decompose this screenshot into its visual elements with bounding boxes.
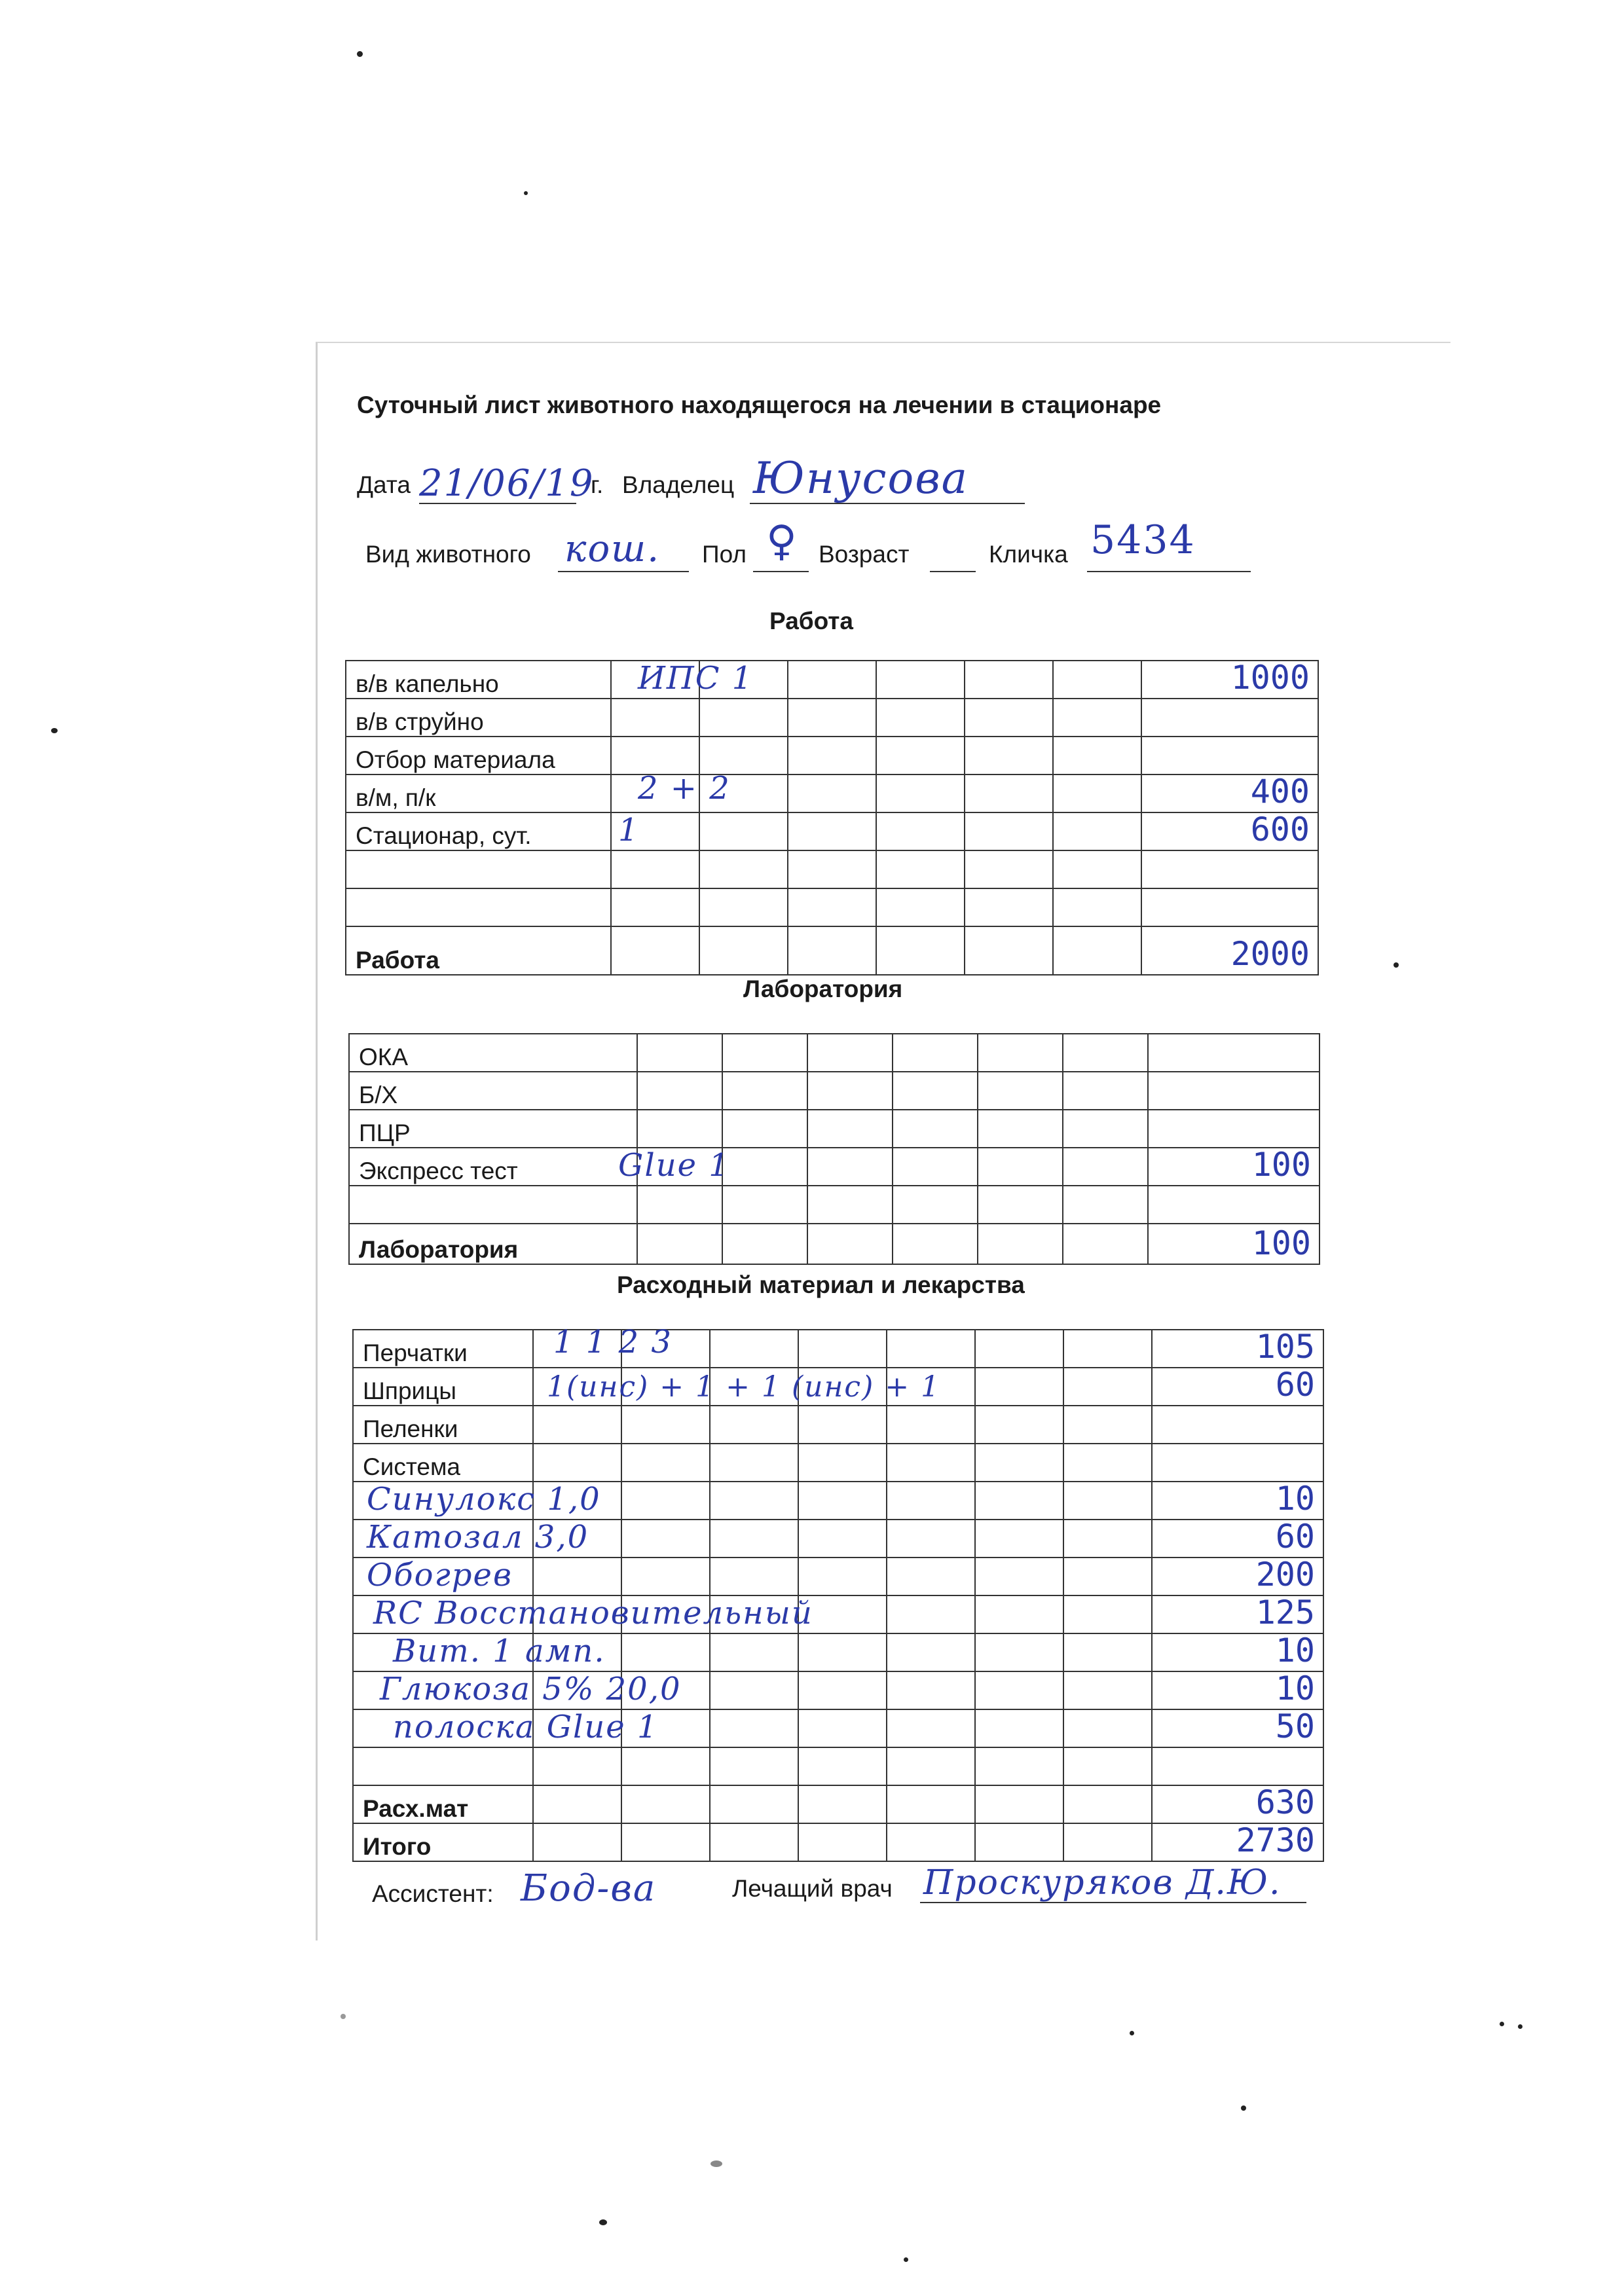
age-label: Возраст <box>819 541 910 568</box>
table-row <box>353 1482 1323 1520</box>
table-row <box>353 1520 1323 1558</box>
work-table <box>345 660 1319 975</box>
name-label: Кличка <box>989 541 1068 568</box>
row-amount: 125 <box>1255 1594 1315 1631</box>
owner-value: Юнусова <box>753 453 969 503</box>
table-row <box>349 1186 1320 1224</box>
form-title: Суточный лист животного находящегося на лечении в стационаре <box>357 392 1162 418</box>
total-value: 630 <box>1255 1783 1315 1821</box>
doctor-label: Лечащий врач <box>732 1875 893 1902</box>
row-entry: 1 <box>618 812 640 848</box>
table-row <box>346 774 1318 812</box>
scan-speck <box>1393 962 1399 968</box>
table-row <box>346 812 1318 850</box>
scan-speck <box>524 191 528 195</box>
lab-table <box>348 1033 1320 1265</box>
table-row <box>353 1444 1323 1482</box>
row-label: Пеленки <box>353 1406 533 1444</box>
owner-label: Владелец <box>622 471 735 498</box>
grand-total-label: Итого <box>353 1823 533 1861</box>
row-entry: Глюкоза 5% 20,0 <box>380 1671 682 1707</box>
row-entry: 1(инс) + 1 + 1 (инс) + 1 <box>547 1370 941 1404</box>
date-value: 21/06/19 <box>419 462 595 505</box>
supplies-table <box>352 1324 1324 1862</box>
row-label: Шприцы <box>353 1368 533 1406</box>
grand-total-row <box>353 1823 1323 1861</box>
table-row <box>349 1110 1320 1148</box>
row-label: в/в струйно <box>346 699 611 737</box>
row-amount: 50 <box>1275 1707 1315 1745</box>
table-row <box>353 1368 1323 1406</box>
age-underline <box>930 571 976 572</box>
row-label: Экспресс тест <box>349 1148 637 1186</box>
table-row <box>346 699 1318 737</box>
row-entry: Обогрев <box>367 1557 513 1594</box>
year-suffix: г. <box>591 471 604 498</box>
scan-speck <box>341 2014 346 2019</box>
row-amount: 600 <box>1250 811 1310 848</box>
total-label: Лаборатория <box>349 1224 637 1264</box>
table-row <box>346 661 1318 699</box>
row-label: в/м, п/к <box>346 774 611 812</box>
sex-label: Пол <box>702 541 747 568</box>
assistant-label: Ассистент: <box>372 1880 494 1907</box>
scan-speck <box>1518 2024 1522 2029</box>
row-amount: 60 <box>1275 1366 1315 1404</box>
row-label <box>346 850 611 888</box>
row-label <box>349 1186 637 1224</box>
total-label: Работа <box>346 926 611 975</box>
grand-total-value: 2730 <box>1236 1821 1315 1859</box>
row-amount: 10 <box>1275 1480 1315 1518</box>
scan-speck <box>51 728 58 733</box>
name-value: 5434 <box>1090 517 1196 563</box>
total-row <box>346 926 1318 975</box>
table-row <box>353 1595 1323 1633</box>
table-row <box>353 1330 1323 1368</box>
row-entry: полоска Glue 1 <box>393 1709 659 1745</box>
date-label: Дата <box>357 471 411 498</box>
row-entry: ИПС 1 <box>638 660 754 697</box>
row-entry: Вит. 1 амп. <box>393 1633 606 1669</box>
table-row <box>353 1406 1323 1444</box>
row-amount: 200 <box>1255 1556 1315 1594</box>
total-row <box>349 1224 1320 1264</box>
table-row <box>349 1148 1320 1186</box>
table-row <box>346 850 1318 888</box>
table-row <box>346 888 1318 926</box>
row-amount: 10 <box>1275 1669 1315 1707</box>
table-row <box>349 1072 1320 1110</box>
scan-speck <box>710 2160 722 2167</box>
row-label: ОКА <box>349 1034 637 1072</box>
scan-speck <box>357 51 363 57</box>
table-row <box>349 1034 1320 1072</box>
name-underline <box>1087 571 1251 572</box>
doctor-signature: Проскуряков Д.Ю. <box>923 1863 1282 1903</box>
row-amount: 105 <box>1255 1328 1315 1366</box>
row-label: Б/Х <box>349 1072 637 1110</box>
row-label <box>353 1747 533 1785</box>
row-amount: 10 <box>1275 1631 1315 1669</box>
lab-heading: Лаборатория <box>743 975 903 1002</box>
total-label: Расх.мат <box>353 1785 533 1823</box>
scan-speck <box>1241 2105 1246 2111</box>
row-entry: Катозал 3,0 <box>367 1519 589 1556</box>
work-heading: Работа <box>769 608 854 634</box>
row-label: Стационар, сут. <box>346 812 611 850</box>
row-amount: 1000 <box>1230 659 1310 697</box>
table-row <box>353 1709 1323 1747</box>
scan-speck <box>599 2219 607 2225</box>
row-amount: 60 <box>1275 1518 1315 1556</box>
table-row <box>353 1747 1323 1785</box>
row-label: Система <box>353 1444 533 1482</box>
species-value: кош. <box>564 528 661 570</box>
row-amount: 400 <box>1250 773 1310 811</box>
assistant-signature: Бод-ва <box>521 1867 657 1910</box>
table-row <box>353 1633 1323 1671</box>
row-entry: 2 + 2 <box>638 770 731 807</box>
scan-speck <box>1500 2022 1504 2026</box>
row-entry: Glue 1 <box>618 1147 730 1184</box>
table-row <box>353 1558 1323 1595</box>
row-entry: 1 1 2 3 <box>553 1324 673 1360</box>
scan-speck <box>904 2257 908 2262</box>
row-label <box>346 888 611 926</box>
species-underline <box>558 571 689 572</box>
total-value: 100 <box>1251 1224 1311 1262</box>
sex-underline <box>753 571 809 572</box>
scan-speck <box>1130 2031 1134 2035</box>
sex-value: ♀ <box>766 517 798 566</box>
total-row <box>353 1785 1323 1823</box>
supplies-heading: Расходный материал и лекарства <box>617 1271 1025 1298</box>
row-label: в/в капельно <box>346 661 611 699</box>
row-entry: RC Восстановительный <box>373 1595 813 1631</box>
species-label: Вид животного <box>365 541 531 568</box>
table-row <box>346 737 1318 774</box>
row-label: Отбор материала <box>346 737 611 774</box>
total-value: 2000 <box>1230 935 1310 973</box>
row-label: Перчатки <box>353 1330 533 1368</box>
row-entry: Синулокс 1,0 <box>367 1481 601 1518</box>
row-amount: 100 <box>1251 1146 1311 1184</box>
table-row <box>353 1671 1323 1709</box>
row-label: ПЦР <box>349 1110 637 1148</box>
